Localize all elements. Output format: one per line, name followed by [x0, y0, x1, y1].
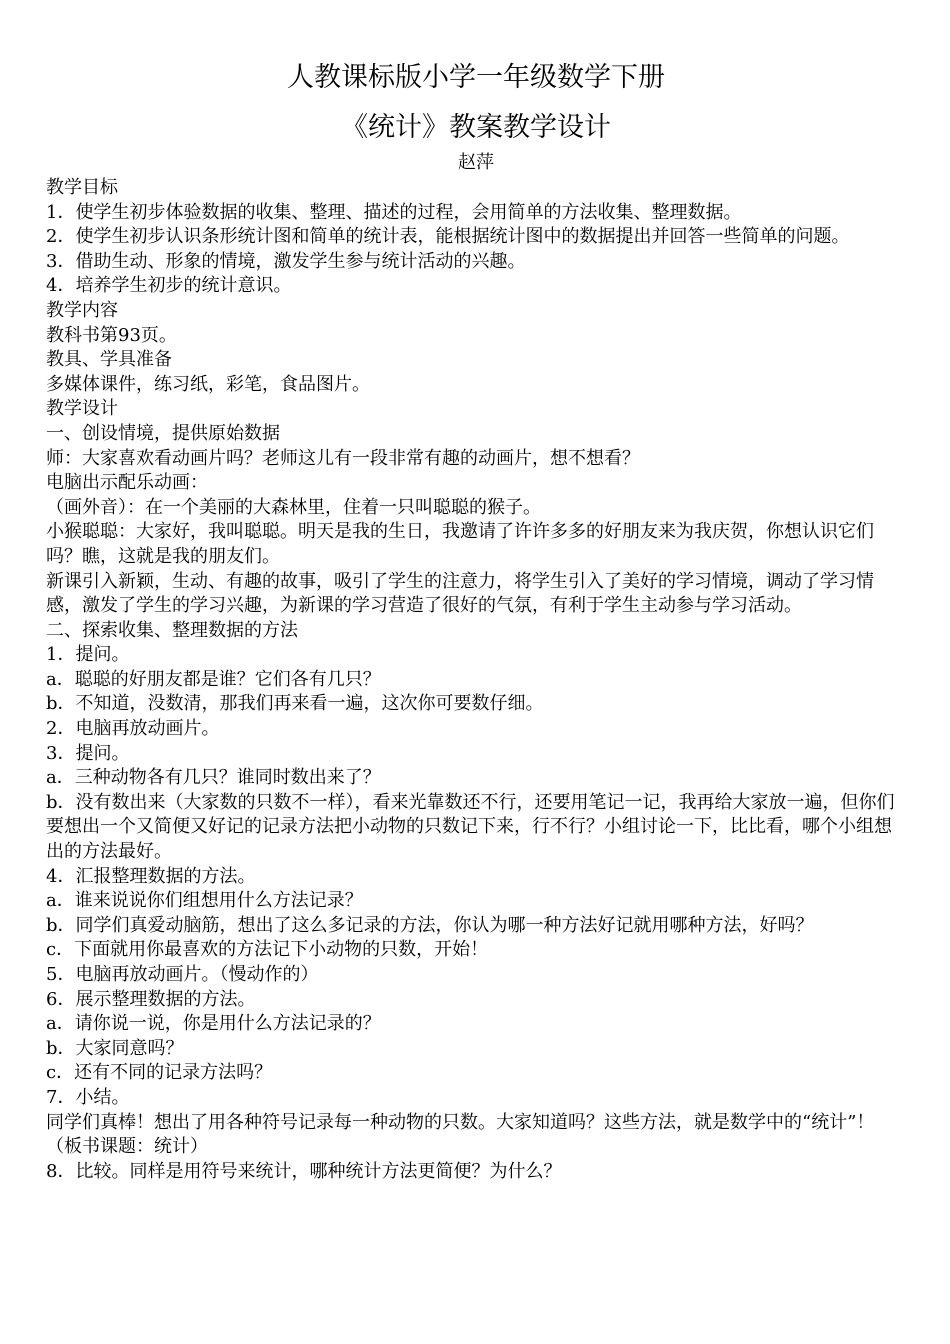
paragraph: 8．比较。同样是用符号来统计，哪种统计方法更简便？为什么？ — [46, 1160, 562, 1182]
paragraph: 6．展示整理数据的方法。 — [46, 988, 256, 1010]
paragraph: 师：大家喜欢看动画片吗？老师这儿有一段非常有趣的动画片，想不想看？ — [46, 447, 640, 469]
document-title: 人教课标版小学一年级数学下册 — [287, 62, 665, 93]
paragraph: 3．借助生动、形象的情境，激发学生参与统计活动的兴趣。 — [46, 250, 526, 272]
paragraph: 7．小结。 — [46, 1086, 130, 1108]
paragraph: 教学目标 — [46, 177, 118, 198]
paragraph: （板书课题：统计） — [46, 1136, 208, 1158]
paragraph: 1．使学生初步体验数据的收集、整理、描述的过程，会用简单的方法收集、整理数据。 — [46, 201, 742, 223]
paragraph: 教科书第93页。 — [46, 324, 177, 346]
paragraph: 一、创设情境，提供原始数据 — [46, 422, 280, 444]
paragraph: 多媒体课件，练习纸，彩笔，食品图片。 — [46, 373, 370, 395]
paragraph: 电脑出示配乐动画： — [46, 472, 208, 494]
paragraph: 1．提问。 — [46, 644, 130, 666]
paragraph: 2．电脑再放动画片。 — [46, 718, 220, 740]
paragraph: （画外音）：在一个美丽的大森林里，住着一只叫聪聪的猴子。 — [46, 496, 541, 518]
document-author: 赵萍 — [458, 152, 494, 173]
paragraph: 教学内容 — [46, 299, 118, 321]
paragraph: 教学设计 — [46, 398, 118, 420]
paragraph: a．聪聪的好朋友都是谁？它们各有几只？ — [46, 668, 381, 690]
paragraph: 二、探索收集、整理数据的方法 — [46, 619, 298, 641]
document-page — [46, 58, 906, 1184]
paragraph: 4．培养学生初步的统计意识。 — [46, 275, 292, 297]
paragraph: 新课引入新颖，生动、有趣的故事，吸引了学生的注意力，将学生引入了美好的学习情境，调动了学习情感，激发了学生的学习兴趣，为新课的学习营造了很好的气氛，有利于学生主动参与学习活动。 — [46, 570, 874, 617]
paragraph: 教具、学具准备 — [46, 349, 172, 371]
paragraph: 5．电脑再放动画片。（慢动作的） — [46, 964, 319, 985]
paragraph: b．不知道，没数清，那我们再来看一遍，这次你可要数仔细。 — [46, 693, 544, 715]
paragraph: 小猴聪聪：大家好，我叫聪聪。明天是我的生日，我邀请了许许多多的好朋友来为我庆贺，你想认识它们吗？瞧，这就是我的朋友们。 — [46, 521, 874, 567]
paragraph: b．大家同意吗？ — [46, 1037, 184, 1059]
document-subtitle: 《统计》教案教学设计 — [341, 112, 611, 143]
paragraph: a．请你说一说，你是用什么方法记录的？ — [46, 1013, 381, 1035]
paragraph: a．三种动物各有几只？谁同时数出来了？ — [46, 767, 381, 789]
paragraph: 2．使学生初步认识条形统计图和简单的统计表，能根据统计图中的数据提出并回答一些简单的问题。 — [46, 226, 850, 248]
paragraph: a．谁来说说你们组想用什么方法记录？ — [46, 890, 363, 912]
paragraph: 同学们真棒！想出了用各种符号记录每一种动物的只数。大家知道吗？这些方法，就是数学中的“统计”！ — [46, 1111, 875, 1133]
paragraph: b．没有数出来（大家数的只数不一样），看来光靠数还不行，还要用笔记一记，我再给大家放一遍，但你们要想出一个又简便又好记的记录方法把小动物的只数记下来，行不行？小组讨论一下，比比看，哪个小组想出的方法最好。 — [46, 791, 895, 863]
paragraph: c．还有不同的记录方法吗？ — [46, 1062, 273, 1084]
paragraph: 4．汇报整理数据的方法。 — [46, 865, 256, 887]
paragraph: c．下面就用你最喜欢的方法记下小动物的只数，开始！ — [46, 939, 489, 961]
paragraph: 3．提问。 — [46, 742, 130, 764]
paragraph: b．同学们真爱动脑筋，想出了这么多记录的方法，你认为哪一种方法好记就用哪种方法，好吗？ — [46, 914, 814, 936]
document-body — [46, 176, 906, 1184]
